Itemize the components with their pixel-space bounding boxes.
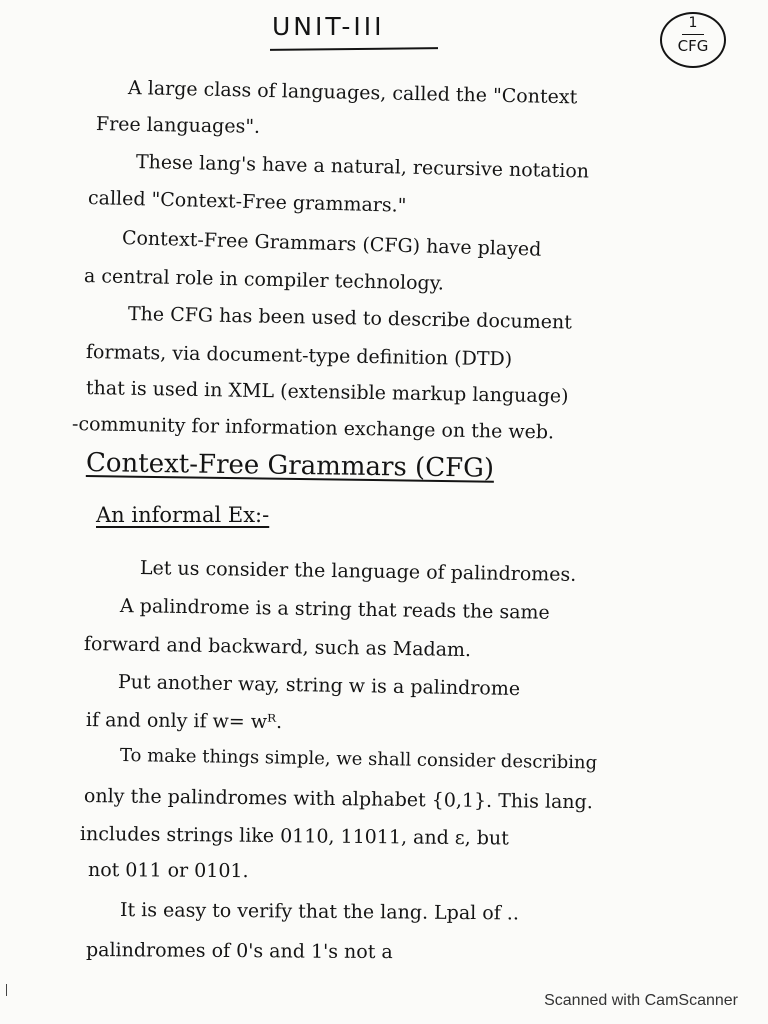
badge-divider <box>682 34 704 35</box>
text-line: A large class of languages, called the "Context <box>127 77 578 109</box>
text-line: if and only if w= wᴿ. <box>85 709 283 734</box>
text-line: The CFG has been used to describe document <box>127 303 573 334</box>
text-line: Let us consider the language of palindromes. <box>139 557 577 586</box>
subsection-heading: An informal Ex:- <box>96 503 270 527</box>
text-line: called "Context-Free grammars." <box>87 187 407 217</box>
text-line: It is easy to verify that the lang. Lpal of .. <box>119 899 520 925</box>
text-line: forward and backward, such as Madam. <box>83 633 472 662</box>
text-line: only the palindromes with alphabet {0,1}. This lang. <box>83 785 593 814</box>
text-line: These lang's have a natural, recursive notation <box>135 151 590 183</box>
text-line: Free languages". <box>95 113 261 138</box>
section-heading: Context-Free Grammars (CFG) <box>85 448 495 484</box>
page-title: UNIT-III <box>272 12 385 41</box>
page-number-badge <box>660 12 726 68</box>
title-underline <box>270 47 438 51</box>
page-number: 1 <box>688 15 698 31</box>
text-line: A palindrome is a string that reads the same <box>119 595 550 624</box>
page-topic-label: CFG <box>677 37 709 55</box>
text-line: includes strings like 0110, 11011, and ε, but <box>79 823 509 850</box>
text-line: not 011 or 0101. <box>87 859 249 883</box>
text-line: a central role in compiler technology. <box>83 265 445 295</box>
text-line: Put another way, string w is a palindrome <box>117 671 521 701</box>
text-line: -community for information exchange on the web. <box>71 413 555 444</box>
text-line: formats, via document-type definition (DTD) <box>85 341 513 371</box>
text-line: that is used in XML (extensible markup language) <box>85 377 569 408</box>
scan-edge-mark <box>6 984 7 996</box>
scanner-watermark: Scanned with CamScanner <box>544 992 738 1009</box>
text-line: palindromes of 0's and 1's not a <box>85 939 393 964</box>
text-line: Context-Free Grammars (CFG) have played <box>121 227 542 261</box>
text-line: To make things simple, we shall consider describing <box>119 745 598 774</box>
